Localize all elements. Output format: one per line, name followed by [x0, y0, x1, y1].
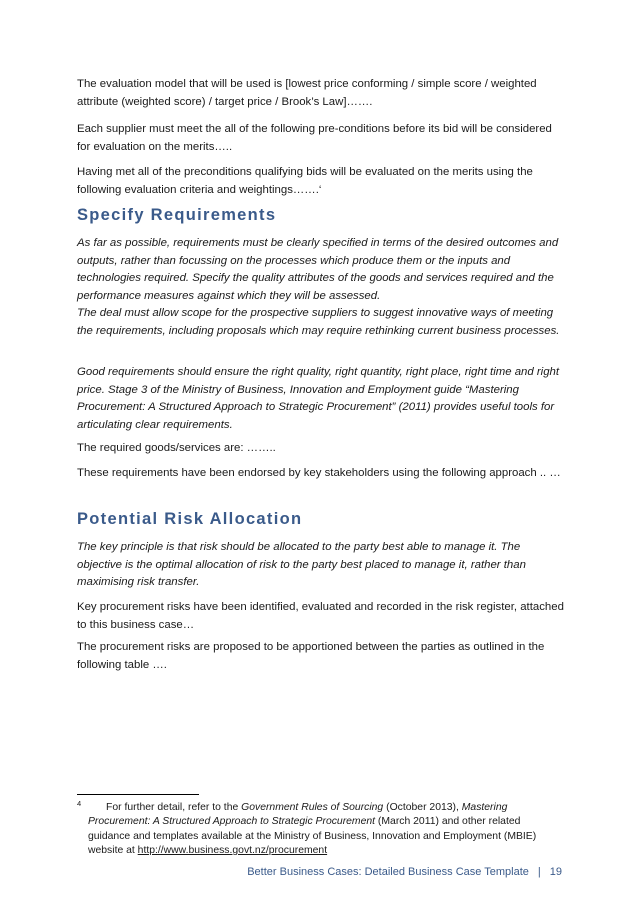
footnote-text-3: (March 2011) and other related guidance and templates available at the Ministry of Business, Innovation and Employment (MBIE) website at — [88, 816, 537, 857]
specify-requirements-heading: Specify Requirements — [77, 206, 277, 224]
footnote-rules-of-sourcing: Government Rules of Sourcing — [241, 802, 384, 813]
page-number: 19 — [549, 866, 562, 878]
risks-identified-paragraph: Key procurement risks have been identified, evaluated and recorded in the risk register, attached to this business case… — [77, 601, 564, 631]
requirements-endorsed-paragraph: These requirements have been endorsed by key stakeholders using the following approach .. … — [77, 467, 561, 479]
footer-separator: | — [537, 866, 541, 878]
evaluation-criteria-paragraph: Having met all of the preconditions qualifying bids will be evaluated on the merits using the following evaluation criteria and weightings…….‘ — [77, 166, 533, 196]
required-goods-paragraph: The required goods/services are: …….. — [77, 442, 276, 454]
requirements-guidance-2: The deal must allow scope for the prospective suppliers to suggest innovative ways of meeting the requirements, including proposals which may require rethinking current business processes. — [77, 307, 560, 337]
evaluation-model-paragraph: The evaluation model that will be used is [lowest price conforming / simple score / weighted attribute (weighted score) / target price / Brook’s Law]……. — [77, 78, 537, 108]
risks-apportioned-paragraph: The procurement risks are proposed to be apportioned between the parties as outlined in the following table …. — [77, 641, 545, 671]
preconditions-paragraph: Each supplier must meet the all of the following pre-conditions before its bid will be considered for evaluation on the merits….. — [77, 123, 552, 153]
footer-title: Better Business Cases: Detailed Business Case Template — [247, 866, 529, 878]
footnote-text — [88, 801, 548, 859]
footnote-text-1: For further detail, refer to the — [106, 802, 242, 813]
requirements-guidance-3: Good requirements should ensure the right quality, right quantity, right place, right time and right price. Stage 3 of the Ministry of Business, Innovation and Employment guide “Mastering Procurement: A Structured Approach to Strategic Procurement” (2011) provides useful tools for articulating clear requirements. — [77, 366, 560, 431]
page-footer — [247, 866, 562, 878]
requirements-guidance-1: As far as possible, requirements must be clearly specified in terms of the desired outcomes and outputs, rather than focussing on the processes which produce them or the inputs and technologies required. Specify the quality attributes of the goods and services required and the performance measures against which they will be assessed. — [77, 237, 559, 302]
footnote-text-2: (October 2013), — [383, 802, 462, 813]
risk-guidance-paragraph: The key principle is that risk should be allocated to the party best able to manage it. The objective is the optimal allocation of risk to the party best placed to manage it, rather than maximising risk transfer. — [77, 541, 526, 588]
footnote-number: 4 — [77, 799, 82, 808]
procurement-link[interactable]: http://www.business.govt.nz/procurement — [137, 845, 328, 857]
potential-risk-allocation-heading: Potential Risk Allocation — [77, 510, 303, 528]
footnote-mastering-procurement: Mastering Procurement: A Structured Approach to Strategic Procurement — [88, 802, 508, 828]
footnote-divider — [77, 794, 199, 795]
